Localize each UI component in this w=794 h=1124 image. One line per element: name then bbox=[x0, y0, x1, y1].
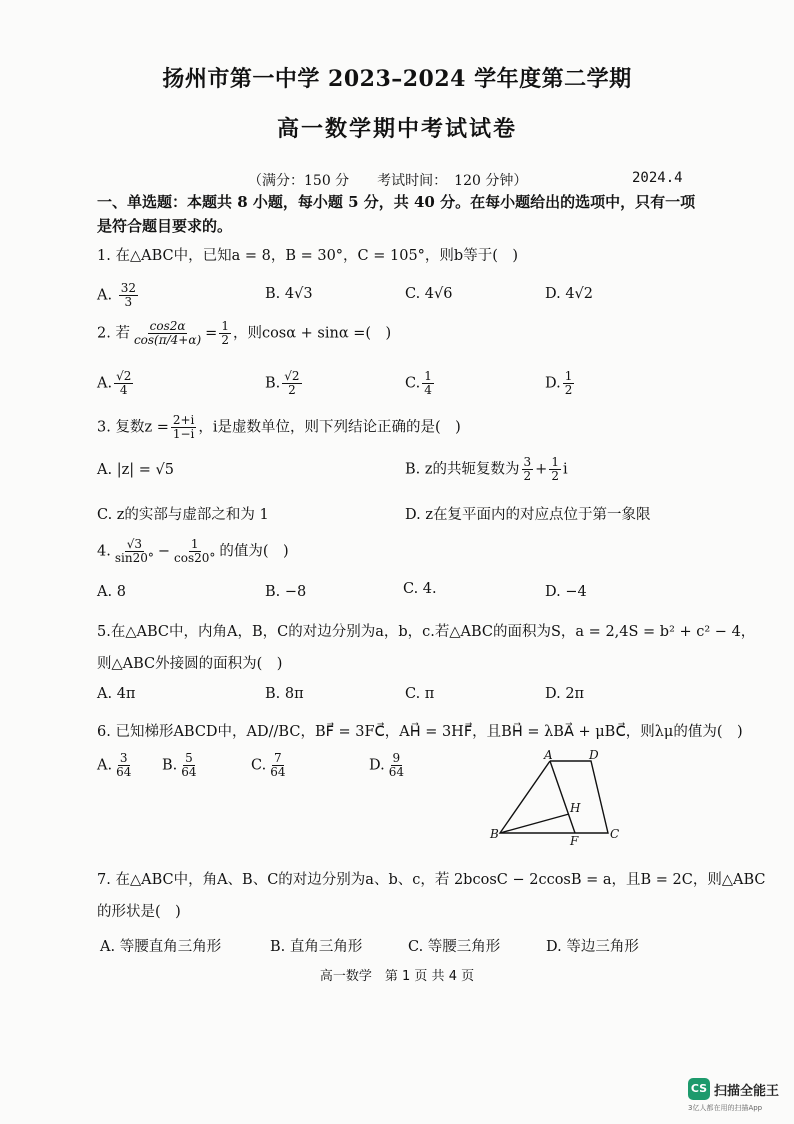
question-3-option-c: C. z的实部与虚部之和为 1 bbox=[97, 507, 269, 523]
camscanner-logo-icon: CS bbox=[688, 1078, 710, 1100]
question-3-option-a: A. |z| = √5 bbox=[97, 462, 174, 478]
question-7-stem-line1: 7. 在△ABC中，角A、B、C的对边分别为a、b、c，若 2bcosC − 2ccosB = a，且B = 2C，则△ABC bbox=[97, 872, 766, 888]
exam-date: 2024.4 bbox=[632, 170, 683, 186]
question-4-option-a: A. 8 bbox=[97, 584, 126, 600]
question-7-option-d: D. 等边三角形 bbox=[546, 939, 639, 955]
question-2-option-b: B. $\frac{√2}{2}$ bbox=[265, 369, 300, 397]
question-2-stem: 2. 若 $\frac{\cos 2\alpha}{\cos(\pi/4+\alpha)}$ = $\frac{1}{2}$ ，则cosα + sinα =( ) bbox=[97, 319, 392, 347]
question-6-option-d: D. $\frac{9}{64}$ bbox=[369, 751, 404, 779]
question-2-option-a: A. $\frac{√2}{4}$ bbox=[97, 369, 132, 397]
question-1-stem: 1. 在△ABC中，已知a = 8，B = 30°，C = 105°，则b等于( ) bbox=[97, 248, 519, 264]
question-7-option-b: B. 直角三角形 bbox=[270, 939, 363, 955]
question-6-option-b: B. $\frac{5}{64}$ bbox=[162, 751, 197, 779]
question-3-stem: 3. 复数z = $\frac{2+i}{1-i}$ ，i是虚数单位，则下列结论正确的是( ) bbox=[97, 413, 461, 441]
question-6-option-a: A. $\frac{3}{64}$ bbox=[97, 751, 132, 779]
question-5-option-a: A. 4π bbox=[97, 686, 136, 702]
label-d: D bbox=[589, 748, 599, 762]
trapezoid-figure bbox=[484, 748, 624, 848]
label-h: H bbox=[570, 801, 581, 815]
exam-info: （满分：150 分 考试时间： 120 分钟） bbox=[248, 173, 528, 189]
question-3-option-b: B. z的共轭复数为 $\frac{3}{2}$ + $\frac{1}{2}$ i bbox=[405, 455, 568, 483]
question-1-option-a: A. $\frac{32}{3}$ bbox=[97, 281, 136, 309]
watermark-name: 扫描全能王 bbox=[714, 1084, 780, 1099]
question-5-option-d: D. 2π bbox=[545, 686, 585, 702]
question-1-option-c: C. 4√6 bbox=[405, 286, 453, 302]
question-6-option-c: C. $\frac{7}{64}$ bbox=[251, 751, 286, 779]
question-4-option-d: D. −4 bbox=[545, 584, 587, 600]
label-c: C bbox=[610, 827, 620, 841]
question-1-option-d: D. 4√2 bbox=[545, 286, 594, 302]
segment-bh bbox=[500, 814, 569, 833]
exam-title-line1: 扬州市第一中学 2023–2024 学年度第二学期 bbox=[162, 66, 632, 92]
question-4-stem: 4. $\frac{√3}{\sin 20^\circ}$ − $\frac{1}{\cos 20^\circ}$ 的值为( ) bbox=[97, 537, 289, 565]
question-5-option-b: B. 8π bbox=[265, 686, 304, 702]
question-5-stem-line1: 5.在△ABC中，内角A，B，C的对边分别为a，b，c.若△ABC的面积为S，a = 2,4S = b² + c² − 4， bbox=[97, 624, 756, 640]
question-3-option-d: D. z在复平面内的对应点位于第一象限 bbox=[405, 507, 651, 523]
watermark-tagline: 3亿人都在用的扫描App bbox=[688, 1104, 763, 1112]
question-7-option-c: C. 等腰三角形 bbox=[408, 939, 501, 955]
label-f: F bbox=[570, 834, 579, 848]
question-5-stem-line2: 则△ABC外接圆的面积为( ) bbox=[97, 656, 283, 672]
question-4-option-b: B. −8 bbox=[265, 584, 307, 600]
page-footer: 高一数学 第 1 页 共 4 页 bbox=[319, 969, 475, 984]
label-b: B bbox=[490, 827, 499, 841]
question-5-option-c: C. π bbox=[405, 686, 435, 702]
label-a: A bbox=[544, 748, 553, 762]
question-4-option-c: C. 4. bbox=[403, 581, 437, 597]
scanner-watermark bbox=[688, 1078, 786, 1118]
question-1-option-b: B. 4√3 bbox=[265, 286, 313, 302]
question-2-option-d: D. $\frac{1}{2}$ bbox=[545, 369, 573, 397]
question-6-stem: 6. 已知梯形ABCD中，AD//BC，BF⃗ = 3FC⃗，AH⃗ = 3HF⃗，且BH⃗ = λBA⃗ + μBC⃗，则λμ的值为( ) bbox=[97, 724, 743, 740]
fraction: $\frac{32}{3}$ bbox=[120, 281, 136, 309]
section-heading: 一、单选题：本题共 8 小题，每小题 5 分，共 40 分。在每小题给出的选项中，只有一项是符合题目要求的。 bbox=[97, 193, 696, 235]
exam-title-line2: 高一数学期中考试试卷 bbox=[276, 116, 517, 142]
segment-af bbox=[550, 761, 575, 833]
question-7-stem-line2: 的形状是( ) bbox=[97, 904, 181, 920]
question-7-option-a: A. 等腰直角三角形 bbox=[100, 939, 222, 955]
question-2-option-c: C. $\frac{1}{4}$ bbox=[405, 369, 432, 397]
